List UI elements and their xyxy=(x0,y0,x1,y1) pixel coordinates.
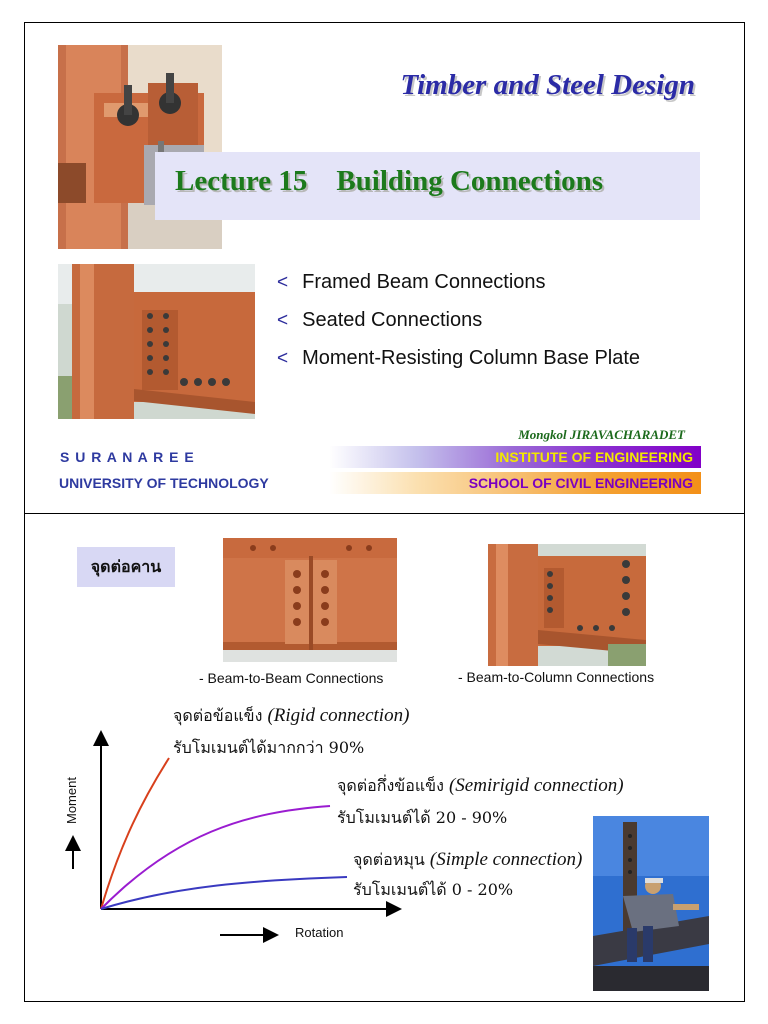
title-slide xyxy=(24,22,745,514)
beam-connections-slide xyxy=(24,513,745,1002)
topic-text: Moment-Resisting Column Base Plate xyxy=(302,347,641,369)
footer-school: SCHOOL OF CIVIL ENGINEERING xyxy=(468,475,693,491)
beam-to-column-caption: - Beam-to-Column Connections xyxy=(458,669,655,685)
simple-connection-desc: รับโมเมนต์ได้ 0 - 20% xyxy=(353,880,514,899)
topic-text: Seated Connections xyxy=(302,309,483,331)
framed-beam-illustration xyxy=(58,264,255,419)
framed-beam-photo xyxy=(58,264,255,419)
footer-band-top xyxy=(25,446,701,468)
moment-axis-label: Moment xyxy=(64,777,79,824)
author-name: Mongkol JIRAVACHARADET xyxy=(518,427,685,442)
semirigid-connection-label: จุดต่อกึ่งข้อแข็ง (Semirigid connection) xyxy=(337,775,624,796)
semirigid-connection-desc: รับโมเมนต์ได้ 20 - 90% xyxy=(337,808,508,827)
steel-worker-photo xyxy=(593,816,709,991)
topic-text: Framed Beam Connections xyxy=(302,271,546,293)
footer-university: UNIVERSITY OF TECHNOLOGY xyxy=(59,475,269,491)
rigid-connection-desc: รับโมเมนต์ได้มากกว่า 90% xyxy=(173,738,365,757)
footer-band-bottom xyxy=(25,472,701,494)
steel-worker-illustration xyxy=(593,816,709,991)
course-title: Timber and Steel Design xyxy=(400,69,695,101)
semirigid-curve xyxy=(101,806,330,909)
bullet-icon: < xyxy=(277,348,289,369)
topic-item xyxy=(277,347,640,370)
lecture-title: Lecture 15 Building Connections xyxy=(175,165,604,197)
footer-institute: INSTITUTE OF ENGINEERING xyxy=(495,449,693,465)
bullet-icon: < xyxy=(277,272,289,293)
rigid-connection-label: จุดต่อข้อแข็ง (Rigid connection) xyxy=(173,705,410,726)
simple-connection-label: จุดต่อหมุน (Simple connection) xyxy=(353,849,583,870)
topic-item xyxy=(277,271,546,294)
beam-to-beam-caption: - Beam-to-Beam Connections xyxy=(199,670,384,686)
footer-suranaree: S U R A N A R E E xyxy=(60,449,195,465)
rotation-axis-label: Rotation xyxy=(295,925,344,940)
beam-connection-label: จุดต่อคาน xyxy=(77,547,175,587)
simple-curve xyxy=(101,877,347,909)
bullet-icon: < xyxy=(277,310,289,331)
topic-item xyxy=(277,309,482,332)
rigid-curve xyxy=(101,758,169,909)
